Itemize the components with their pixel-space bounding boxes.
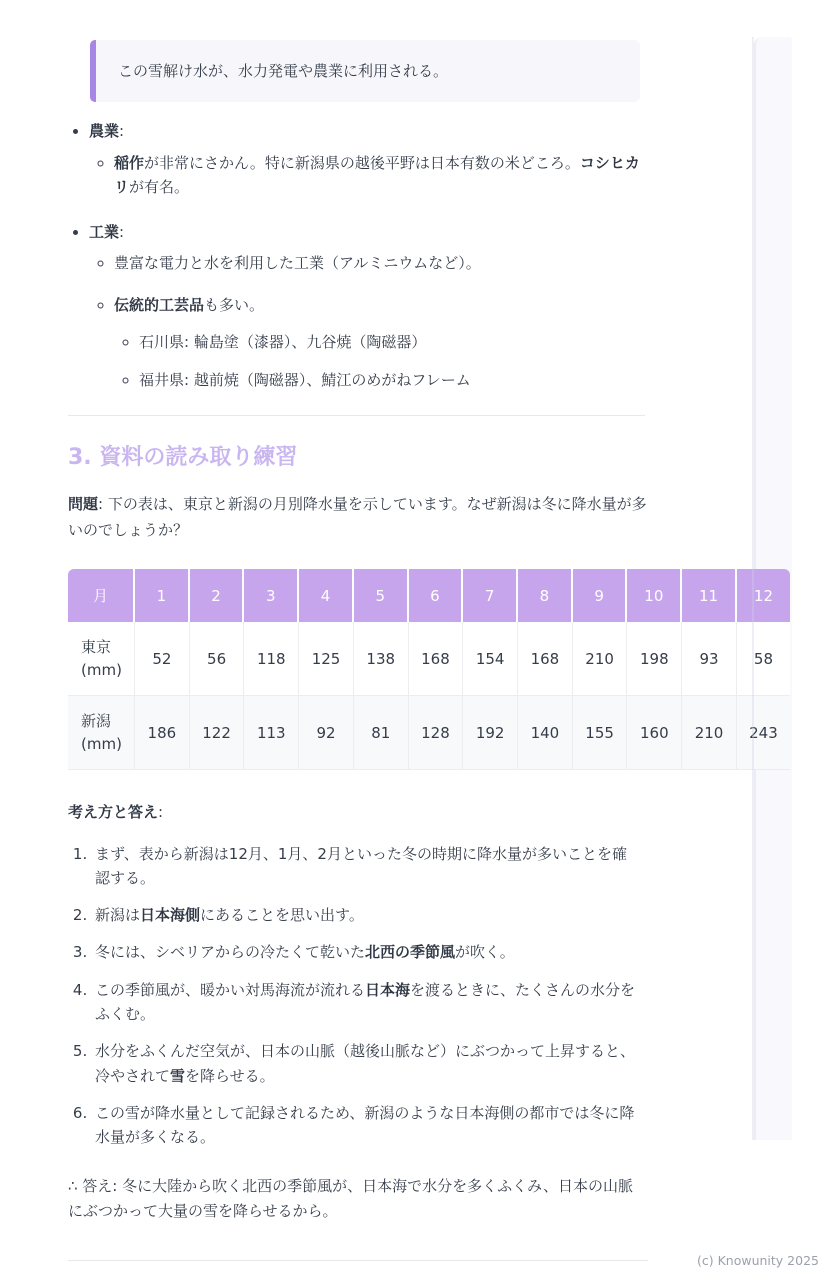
- table-cell: 154: [463, 622, 518, 696]
- answer-step-text: 6. この雪が降水量として記録されるため、新潟のような日本海側の都市では冬に降水量が多くなる。: [95, 1103, 635, 1147]
- column-header: 10: [627, 569, 682, 622]
- answer-step-text: 1. まず、表から新潟は12月、1月、2月といった冬の時期に降水量が多いことを確認する。: [95, 844, 627, 887]
- table-cell: 210: [682, 696, 737, 770]
- answer-step: [92, 1101, 636, 1150]
- table-cell: 93: [682, 622, 737, 696]
- column-header: 4: [299, 569, 354, 622]
- table-cell: 243: [737, 696, 790, 770]
- table-header-row: [68, 569, 790, 622]
- column-header: 6: [409, 569, 464, 622]
- list-item: [114, 251, 648, 275]
- answer-step: [92, 903, 636, 927]
- row-label-unit: (mm): [81, 660, 122, 679]
- table-cell: 186: [135, 696, 190, 770]
- agriculture-title: • 農業:: [89, 122, 125, 141]
- table-cell: 92: [299, 696, 354, 770]
- agriculture-sublist: [89, 151, 648, 200]
- industry-detail-crafts: ◦ 伝統的工芸品も多い。: [114, 295, 265, 314]
- industry-title: • 工業:: [89, 223, 125, 242]
- table-row-niigata: [68, 696, 790, 770]
- table-cell: 140: [518, 696, 573, 770]
- craft-ishikawa: ◦ 石川県: 輪島塗（漆器）、九谷焼（陶磁器）: [139, 333, 427, 352]
- table-cell: 81: [354, 696, 409, 770]
- column-header: 8: [518, 569, 573, 622]
- answer-steps-list: [68, 842, 636, 1150]
- copyright-text: (c) Knowunity 2025: [697, 1252, 819, 1268]
- list-item-industry: [89, 220, 648, 392]
- table-cell: 198: [627, 622, 682, 696]
- column-header-month: 月: [68, 569, 135, 622]
- table-cell: 52: [135, 622, 190, 696]
- answer-step-text: 5. 水分をふくんだ空気が、日本の山脈（越後山脈など）にぶつかって上昇すると、冷やされて雪を降らせる。: [95, 1042, 636, 1085]
- row-label-city: 新潟: [81, 712, 112, 731]
- table-cell: 113: [244, 696, 299, 770]
- column-header: 12: [737, 569, 790, 622]
- topic-outline-list: [68, 119, 648, 392]
- section-divider: [68, 415, 645, 416]
- column-header: 11: [682, 569, 737, 622]
- answer-step: [92, 978, 636, 1027]
- column-header: 7: [463, 569, 518, 622]
- agriculture-detail: ◦ 稲作が非常にさかん。特に新潟県の越後平野は日本有数の米どころ。コシヒカリが有名。: [114, 153, 640, 196]
- column-header: 9: [573, 569, 628, 622]
- row-label-tokyo: [68, 622, 135, 696]
- answer-step: [92, 940, 636, 964]
- list-item: [139, 368, 648, 392]
- industry-sublist: [89, 251, 648, 392]
- answer-step: [92, 842, 636, 891]
- list-item-agriculture: [89, 119, 648, 199]
- table-cell: 128: [409, 696, 464, 770]
- industry-detail-power: ◦ 豊富な電力と水を利用した工業（アルミニウムなど）。: [114, 254, 481, 273]
- table-cell: 122: [190, 696, 245, 770]
- conclusion-text: ∴ 答え: 冬に大陸から吹く北西の季節風が、日本海で水分を多くふくみ、日本の山脈にぶつかって大量の雪を降らせるから。: [68, 1176, 634, 1221]
- list-item: [114, 293, 648, 393]
- table-cell: 192: [463, 696, 518, 770]
- list-item: [114, 151, 648, 200]
- rainfall-table: [68, 569, 790, 770]
- answer-heading: 考え方と答え:: [68, 803, 164, 822]
- column-header: 1: [135, 569, 190, 622]
- table-cell: 168: [518, 622, 573, 696]
- rainfall-table-header: [68, 569, 790, 622]
- section-heading: 3. 資料の読み取り練習: [68, 444, 298, 470]
- table-cell: 138: [354, 622, 409, 696]
- row-label-city: 東京: [81, 638, 112, 657]
- column-header: 3: [244, 569, 299, 622]
- craft-fukui: ◦ 福井県: 越前焼（陶磁器）、鯖江のめがねフレーム: [139, 371, 471, 390]
- table-cell: 118: [244, 622, 299, 696]
- row-label-niigata: [68, 696, 135, 770]
- problem-statement: 問題: 下の表は、東京と新潟の月別降水量を示しています。なぜ新潟は冬に降水量が多いのでしょうか？: [68, 495, 647, 539]
- table-cell: 58: [737, 622, 790, 696]
- page-footer: [68, 1251, 819, 1271]
- table-cell: 125: [299, 622, 354, 696]
- table-row-tokyo: [68, 622, 790, 696]
- column-header: 2: [190, 569, 245, 622]
- table-cell: 56: [190, 622, 245, 696]
- notes-document: [68, 40, 819, 1271]
- callout-text: この雪解け水が、水力発電や農業に利用される。: [118, 62, 449, 80]
- callout-quote: [90, 40, 640, 102]
- list-item: [139, 330, 648, 354]
- footer-divider: [68, 1260, 648, 1261]
- crafts-sublist: [114, 330, 648, 393]
- table-cell: 168: [409, 622, 464, 696]
- answer-step: [92, 1039, 636, 1088]
- row-label-unit: (mm): [81, 734, 122, 753]
- answer-step-text: 4. この季節風が、暖かい対馬海流が流れる日本海を渡るときに、たくさんの水分をふくむ。: [95, 980, 636, 1024]
- answer-step-text: 2. 新潟は日本海側にあることを思い出す。: [95, 906, 364, 925]
- table-cell: 160: [627, 696, 682, 770]
- table-cell: 210: [573, 622, 628, 696]
- column-header: 5: [354, 569, 409, 622]
- answer-step-text: 3. 冬には、シベリアからの冷たくて乾いた北西の季節風が吹く。: [95, 943, 515, 962]
- table-cell: 155: [573, 696, 628, 770]
